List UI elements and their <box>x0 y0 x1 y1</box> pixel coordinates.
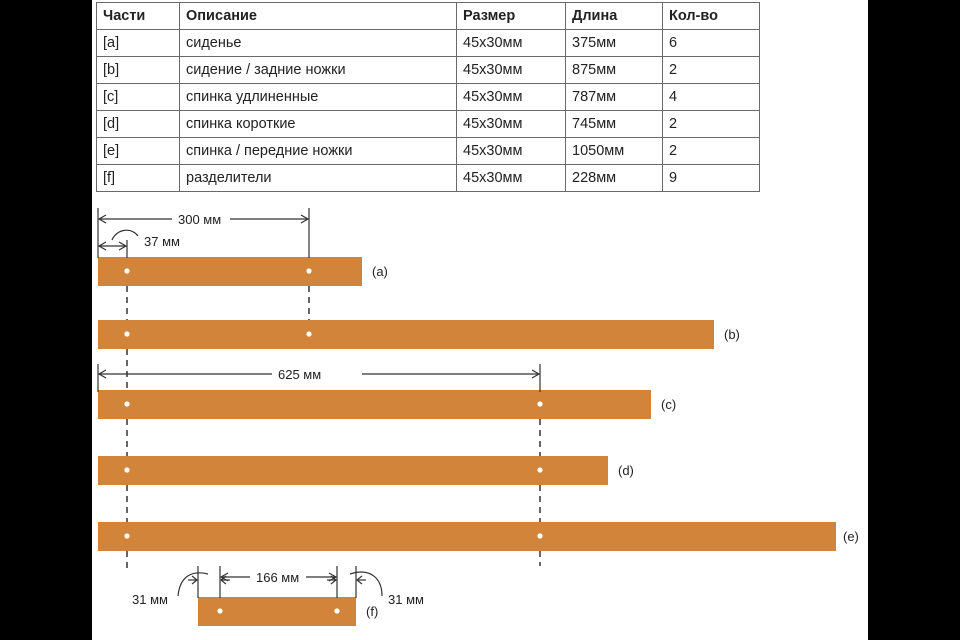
dimension-300-label: 300 мм <box>178 212 222 227</box>
hole-marker <box>537 533 542 538</box>
board-e <box>98 522 836 551</box>
hole-marker <box>537 401 542 406</box>
cell-size: 45x30мм <box>457 138 566 165</box>
hole-marker <box>124 533 129 538</box>
cell-size: 45x30мм <box>457 111 566 138</box>
cell-description: спинка удлиненные <box>180 84 457 111</box>
board-label-d: (d) <box>618 463 634 478</box>
cell-description: разделители <box>180 165 457 192</box>
header-size: Размер <box>457 3 566 30</box>
hole-marker <box>124 401 129 406</box>
cell-length: 875мм <box>566 57 663 84</box>
dimension-625-label: 625 мм <box>278 367 322 382</box>
cell-description: сиденье <box>180 30 457 57</box>
cell-length: 1050мм <box>566 138 663 165</box>
hole-marker <box>334 608 339 613</box>
board-c <box>98 390 651 419</box>
cell-part: [c] <box>97 84 180 111</box>
cell-description: спинка короткие <box>180 111 457 138</box>
cell-part: [d] <box>97 111 180 138</box>
dimension-37-label: 37 мм <box>144 234 180 249</box>
board-d <box>98 456 608 485</box>
cell-description: спинка / передние ножки <box>180 138 457 165</box>
dimension-31-left-label: 31 мм <box>132 592 168 607</box>
cell-quantity: 6 <box>663 30 760 57</box>
cell-size: 45x30мм <box>457 30 566 57</box>
header-part: Части <box>97 3 180 30</box>
cell-part: [b] <box>97 57 180 84</box>
cell-length: 745мм <box>566 111 663 138</box>
board-label-f: (f) <box>366 604 379 619</box>
hole-marker <box>217 608 222 613</box>
cell-quantity: 2 <box>663 111 760 138</box>
hole-marker <box>306 331 311 336</box>
cell-size: 45x30мм <box>457 57 566 84</box>
hole-marker <box>124 268 129 273</box>
hole-marker <box>537 467 542 472</box>
board-b <box>98 320 714 349</box>
board-label-e: (e) <box>843 529 859 544</box>
cell-quantity: 2 <box>663 57 760 84</box>
board-label-a: (a) <box>372 264 388 279</box>
drawing-canvas <box>92 0 868 640</box>
dimension-31-right-label: 31 мм <box>388 592 424 607</box>
cell-description: сидение / задние ножки <box>180 57 457 84</box>
cell-size: 45x30мм <box>457 84 566 111</box>
cell-part: [e] <box>97 138 180 165</box>
header-quantity: Кол-во <box>663 3 760 30</box>
board-label-b: (b) <box>724 327 740 342</box>
cell-quantity: 9 <box>663 165 760 192</box>
dimension-166-label: 166 мм <box>256 570 300 585</box>
cell-quantity: 4 <box>663 84 760 111</box>
header-description: Описание <box>180 3 457 30</box>
cell-length: 375мм <box>566 30 663 57</box>
hole-marker <box>124 331 129 336</box>
cell-length: 228мм <box>566 165 663 192</box>
hole-marker <box>306 268 311 273</box>
board-a <box>98 257 362 286</box>
hole-marker <box>124 467 129 472</box>
board-label-c: (c) <box>661 397 677 412</box>
cell-length: 787мм <box>566 84 663 111</box>
dimension-31-right <box>327 572 382 596</box>
cell-size: 45x30мм <box>457 165 566 192</box>
cell-part: [f] <box>97 165 180 192</box>
cell-part: [a] <box>97 30 180 57</box>
dimension-37 <box>99 230 138 258</box>
cut-diagram <box>92 0 868 640</box>
cell-quantity: 2 <box>663 138 760 165</box>
header-length: Длина <box>566 3 663 30</box>
